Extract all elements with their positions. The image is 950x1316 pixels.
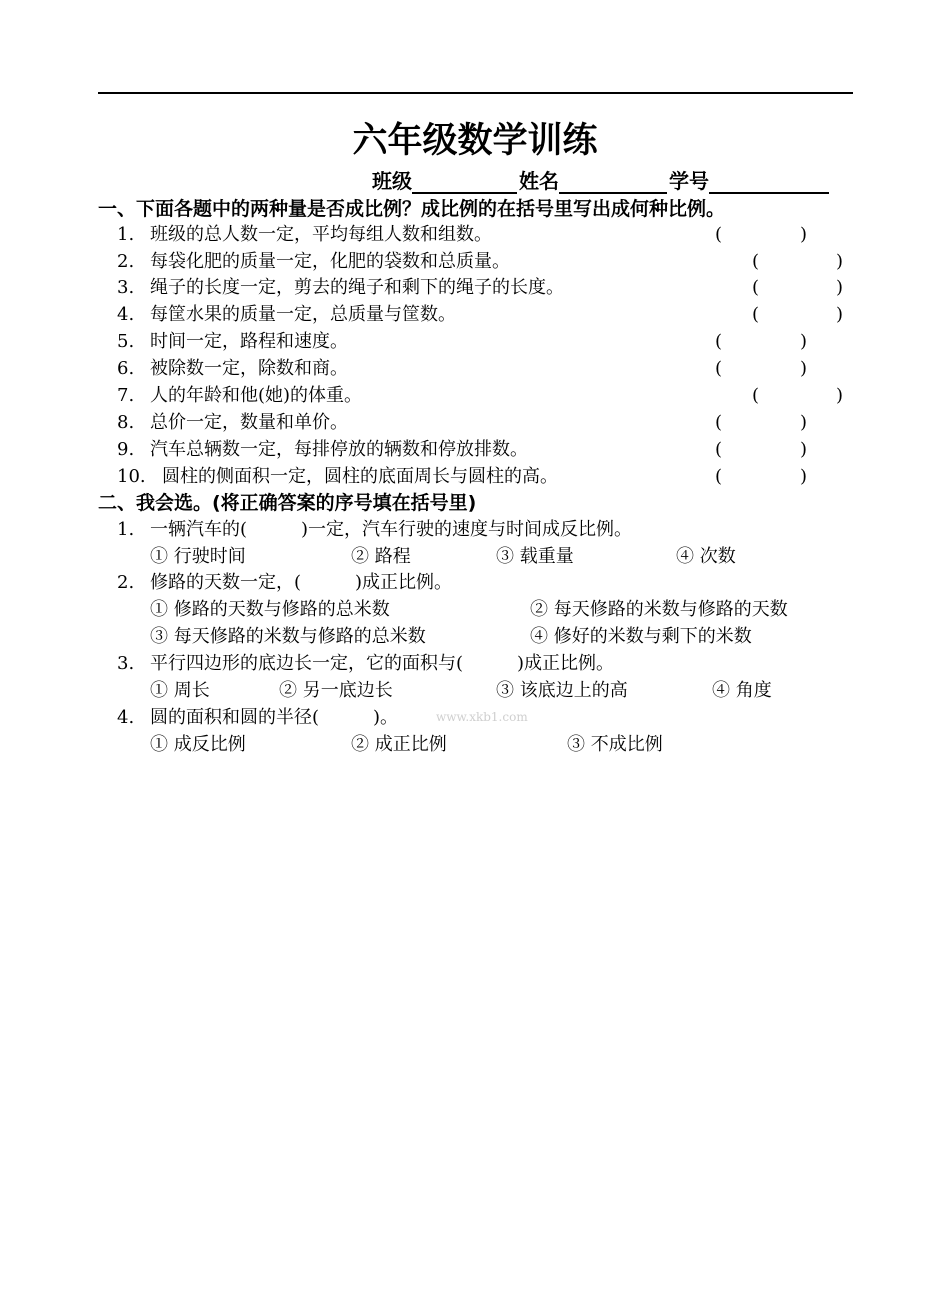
name-label: 姓名 xyxy=(519,169,559,193)
answer-paren-open: ( xyxy=(752,277,760,298)
page-title: 六年级数学训练 xyxy=(352,121,598,161)
s1-item-number: 5. xyxy=(117,331,135,352)
choice-option: ④ 次数 xyxy=(676,546,736,567)
s2-question-text: 圆的面积和圆的半径( )。 xyxy=(150,707,399,728)
choice-option: ③ 每天修路的米数与修路的总米数 xyxy=(150,626,426,647)
s2-question-number: 3. xyxy=(117,653,135,674)
s2-question-number: 2. xyxy=(117,572,135,593)
s2-question-number: 4. xyxy=(117,707,135,728)
s2-question-number: 1. xyxy=(117,519,135,540)
s1-item-text: 总价一定，数量和单价。 xyxy=(150,412,348,433)
s1-item-text: 汽车总辆数一定，每排停放的辆数和停放排数。 xyxy=(150,439,528,460)
s1-item-text: 每筐水果的质量一定，总质量与筐数。 xyxy=(150,304,456,325)
s1-item-number: 6. xyxy=(117,358,135,379)
s1-item-number: 3. xyxy=(117,277,135,298)
answer-paren-close: ) xyxy=(800,358,808,379)
s1-item-text: 绳子的长度一定，剪去的绳子和剩下的绳子的长度。 xyxy=(150,277,564,298)
s2-question-text: 修路的天数一定，( )成正比例。 xyxy=(150,572,453,593)
answer-paren-close: ) xyxy=(836,385,844,406)
top-rule xyxy=(98,92,853,94)
id-blank[interactable] xyxy=(709,172,829,194)
choice-option: ① 周长 xyxy=(150,680,210,701)
s2-question-text: 平行四边形的底边长一定，它的面积与( )成正比例。 xyxy=(150,653,615,674)
choice-option: ① 修路的天数与修路的总米数 xyxy=(150,599,390,620)
answer-paren-close: ) xyxy=(836,277,844,298)
s1-item-number: 7. xyxy=(117,385,135,406)
s1-item-number: 10. xyxy=(117,466,146,487)
s1-item-text: 时间一定，路程和速度。 xyxy=(150,331,348,352)
s1-item-text: 人的年龄和他(她)的体重。 xyxy=(150,385,363,406)
s1-item-number: 9. xyxy=(117,439,135,460)
choice-option: ① 成反比例 xyxy=(150,734,246,755)
choice-option: ③ 该底边上的高 xyxy=(496,680,628,701)
answer-paren-open: ( xyxy=(715,466,723,487)
answer-paren-open: ( xyxy=(752,251,760,272)
answer-paren-open: ( xyxy=(715,224,723,245)
choice-option: ④ 角度 xyxy=(712,680,772,701)
choice-option: ③ 载重量 xyxy=(496,546,574,567)
answer-paren-open: ( xyxy=(715,358,723,379)
answer-paren-close: ) xyxy=(800,439,808,460)
answer-paren-close: ) xyxy=(836,251,844,272)
section1-heading: 一、下面各题中的两种量是否成比例？成比例的在括号里写出成何种比例。 xyxy=(98,198,726,220)
choice-option: ① 行驶时间 xyxy=(150,546,246,567)
s1-item-text: 班级的总人数一定，平均每组人数和组数。 xyxy=(150,224,492,245)
s1-item-text: 被除数一定，除数和商。 xyxy=(150,358,348,379)
s1-item-number: 8. xyxy=(117,412,135,433)
answer-paren-open: ( xyxy=(715,412,723,433)
choice-option: ③ 不成比例 xyxy=(567,734,663,755)
choice-option: ② 成正比例 xyxy=(351,734,447,755)
class-label: 班级 xyxy=(372,169,412,193)
name-blank[interactable] xyxy=(559,172,667,194)
choice-option: ② 路程 xyxy=(351,546,411,567)
s1-item-text: 每袋化肥的质量一定，化肥的袋数和总质量。 xyxy=(150,251,510,272)
s2-question-text: 一辆汽车的( )一定，汽车行驶的速度与时间成反比例。 xyxy=(150,519,633,540)
answer-paren-close: ) xyxy=(800,412,808,433)
choice-option: ② 每天修路的米数与修路的天数 xyxy=(530,599,788,620)
answer-paren-close: ) xyxy=(800,224,808,245)
answer-paren-close: ) xyxy=(800,331,808,352)
choice-option: ④ 修好的米数与剩下的米数 xyxy=(530,626,752,647)
answer-paren-open: ( xyxy=(752,385,760,406)
s1-item-text: 圆柱的侧面积一定，圆柱的底面周长与圆柱的高。 xyxy=(162,466,558,487)
answer-paren-open: ( xyxy=(715,331,723,352)
answer-paren-close: ) xyxy=(836,304,844,325)
s1-item-number: 4. xyxy=(117,304,135,325)
student-info-line xyxy=(372,168,831,194)
s1-item-number: 2. xyxy=(117,251,135,272)
answer-paren-open: ( xyxy=(715,439,723,460)
s1-item-number: 1. xyxy=(117,224,135,245)
watermark-text: www.xkb1.com xyxy=(436,710,528,724)
section2-heading: 二、我会选。(将正确答案的序号填在括号里) xyxy=(98,492,477,514)
class-blank[interactable] xyxy=(412,172,517,194)
answer-paren-open: ( xyxy=(752,304,760,325)
id-label: 学号 xyxy=(669,169,709,193)
choice-option: ② 另一底边长 xyxy=(279,680,393,701)
answer-paren-close: ) xyxy=(800,466,808,487)
